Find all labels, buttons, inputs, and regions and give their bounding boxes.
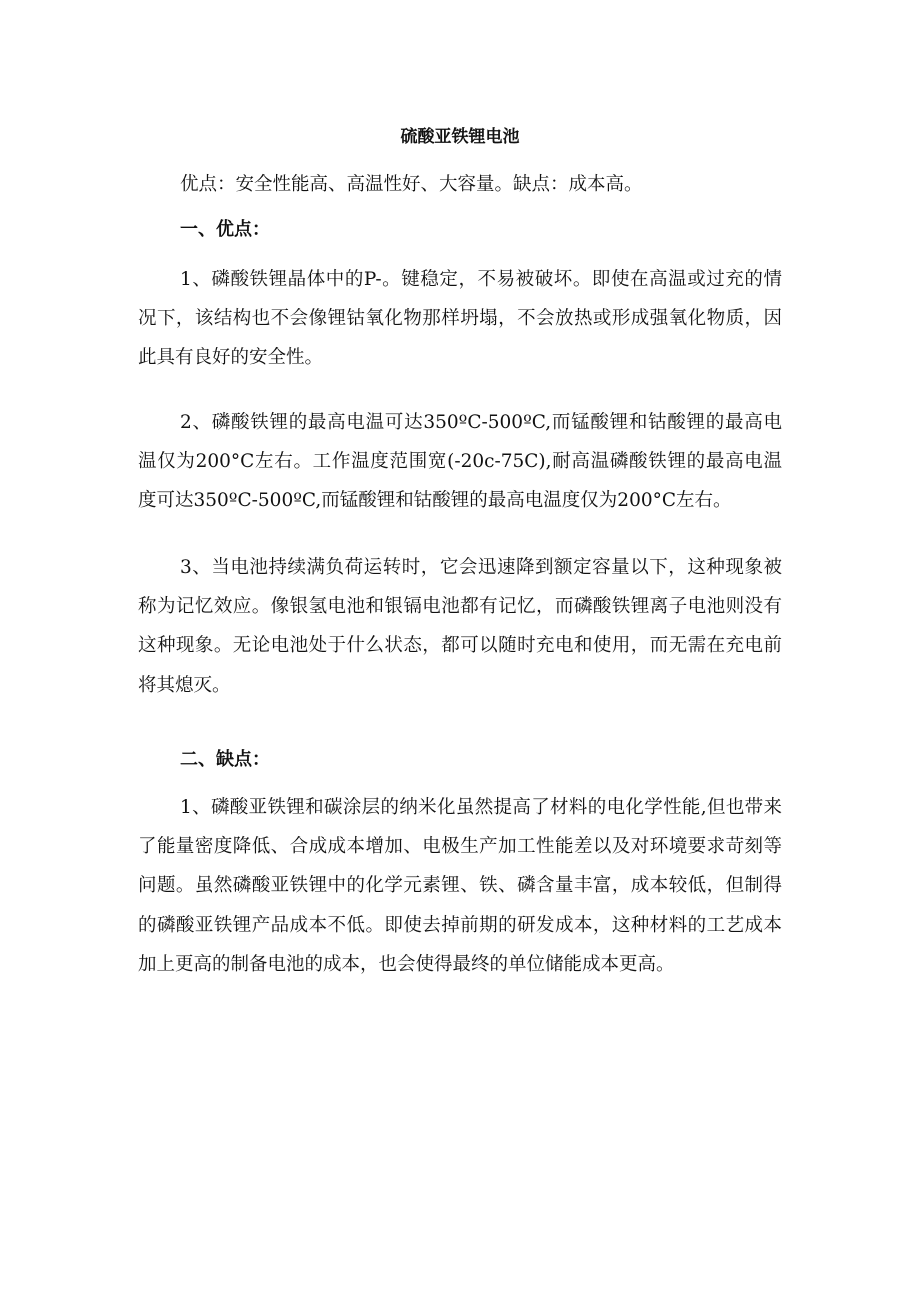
- summary-paragraph: 优点：安全性能高、高温性好、大容量。缺点：成本高。: [180, 174, 643, 195]
- document-title: 硫酸亚铁锂电池: [400, 127, 520, 147]
- advantage-paragraph-1: 1、磷酸铁锂晶体中的P-。键稳定，不易被破坏。即使在高温或过充的情况下，该结构也不会像锂钴氧化物那样坍塌，不会放热或形成强氧化物质，因此具有良好的安全性。: [138, 269, 782, 369]
- disadvantage-paragraph-1: 1、磷酸亚铁锂和碳涂层的纳米化虽然提高了材料的电化学性能,但也带来了能量密度降低、合成成本增加、电极生产加工性能差以及对环境要求苛刻等问题。虽然磷酸亚铁锂中的化学元素锂、铁、磷含量丰富，成本较低，但制得的磷酸亚铁锂产品成本不低。即使去掉前期的研发成本，这种材料的工艺成本加上更高的制备电池的成本，也会使得最终的单位储能成本更高。: [138, 797, 782, 975]
- disadvantages-heading: 二、缺点：: [180, 749, 270, 770]
- advantages-heading: 一、优点：: [180, 219, 270, 240]
- advantage-paragraph-2: 2、磷酸铁锂的最高电温可达350ºC-500ºC,而锰酸锂和钴酸锂的最高电温仅为200°C左右。工作温度范围宽(-20c-75C),耐高温磷酸铁锂的最高电温度可达350ºC-500ºC,而锰酸锂和钴酸锂的最高电温度仅为200°C左右。: [138, 412, 782, 512]
- advantage-paragraph-3: 3、当电池持续满负荷运转时，它会迅速降到额定容量以下，这种现象被称为记忆效应。像银氢电池和银镉电池都有记忆，而磷酸铁锂离子电池则没有这种现象。无论电池处于什么状态，都可以随时充电和使用，而无需在充电前将其熄灭。: [138, 557, 782, 696]
